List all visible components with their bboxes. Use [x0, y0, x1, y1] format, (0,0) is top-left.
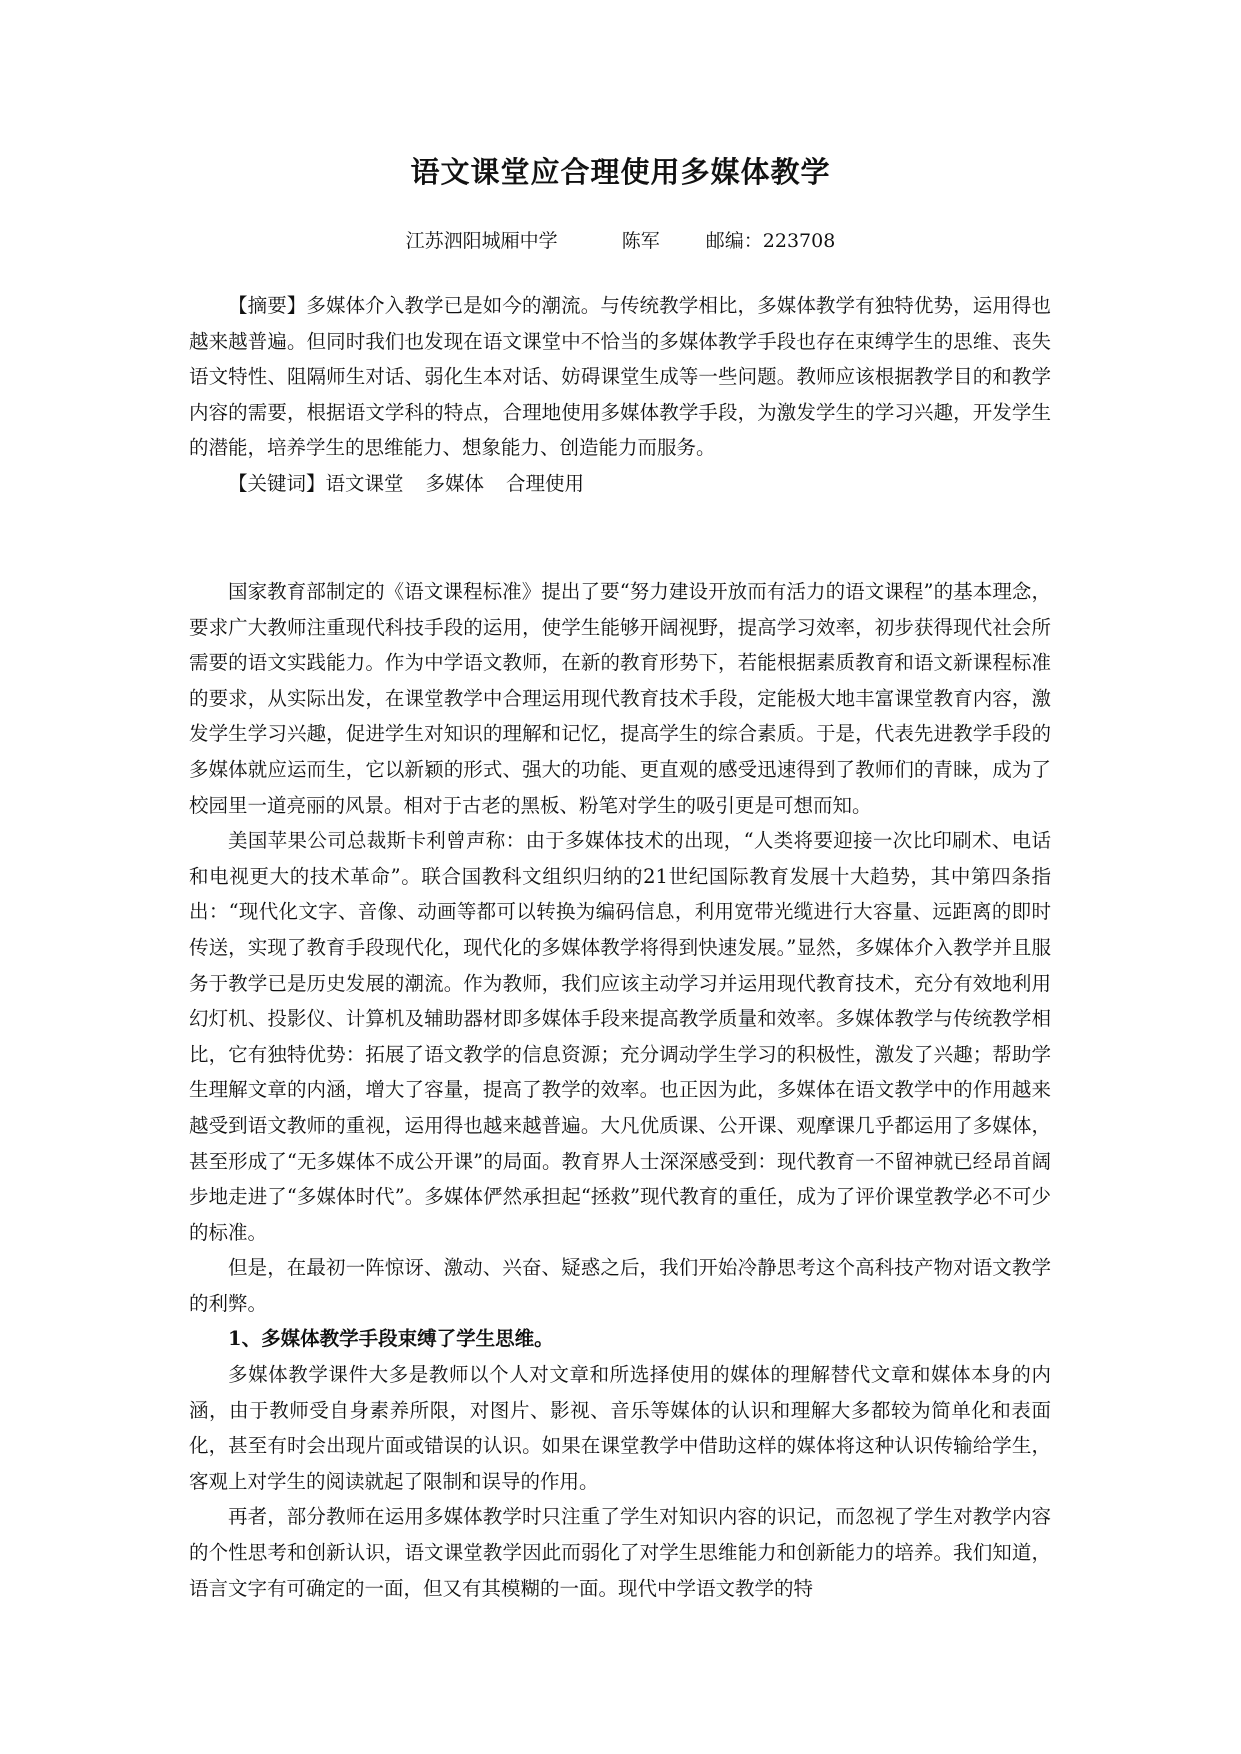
page-title: 语文课堂应合理使用多媒体教学	[410, 155, 831, 189]
keywords-line	[189, 466, 1051, 502]
keyword-item: 语文课堂	[325, 471, 404, 495]
body-section	[189, 574, 1051, 1606]
keywords-label: 【关键词】	[228, 471, 326, 495]
body-paragraph: 再者，部分教师在运用多媒体教学时只注重了学生对知识内容的识记，而忽视了学生对教学内容的个性思考和创新认识，语文课堂教学因此而弱化了对学生思维能力和创新能力的培养。我们知道，语言文字有可确定的一面，但又有其模糊的一面。现代中学语文教学的特	[189, 1505, 1051, 1600]
body-paragraph: 但是，在最初一阵惊讶、激动、兴奋、疑惑之后，我们开始冷静思考这个高科技产物对语文教学的利弊。	[189, 1256, 1051, 1315]
body-paragraph: 多媒体教学课件大多是教师以个人对文章和所选择使用的媒体的理解替代文章和媒体本身的内涵，由于教师受自身素养所限，对图片、影视、音乐等媒体的认识和理解大多都较为简单化和表面化，甚至有时会出现片面或错误的认识。如果在课堂教学中借助这样的媒体将这种认识传输给学生，客观上对学生的阅读就起了限制和误导的作用。	[189, 1363, 1051, 1493]
keyword-item: 合理使用	[506, 471, 585, 495]
author-school: 江苏泗阳城厢中学	[405, 230, 558, 252]
keyword-item: 多媒体	[425, 471, 485, 495]
abstract-section	[189, 288, 1051, 502]
abstract-paragraph: 【摘要】多媒体介入教学已是如今的潮流。与传统教学相比，多媒体教学有独特优势，运用得也越来越普遍。但同时我们也发现在语文课堂中不恰当的多媒体教学手段也存在束缚学生的思维、丧失语文特性、阻隔师生对话、弱化生本对话、妨碍课堂生成等一些问题。教师应该根据教学目的和教学内容的需要，根据语文学科的特点，合理地使用多媒体教学手段，为激发学生的学习兴趣，开发学生的潜能，培养学生的思维能力、想象能力、创造能力而服务。	[189, 294, 1051, 460]
body-paragraph: 美国苹果公司总裁斯卡利曾声称：由于多媒体技术的出现，“人类将要迎接一次比印刷术、电话和电视更大的技术革命”。联合国教科文组织归纳的21世纪国际教育发展十大趋势，其中第四条指出：“现代化文字、音像、动画等都可以转换为编码信息，利用宽带光缆进行大容量、远距离的即时传送，实现了教育手段现代化，现代化的多媒体教学将得到快速发展。”显然，多媒体介入教学并且服务于教学已是历史发展的潮流。作为教师，我们应该主动学习并运用现代教育技术，充分有效地利用幻灯机、投影仪、计算机及辅助器材即多媒体手段来提高教学质量和效率。多媒体教学与传统教学相比，它有独特优势：拓展了语文教学的信息资源；充分调动学生学习的积极性，激发了兴趣；帮助学生理解文章的内涵，增大了容量，提高了教学的效率。也正因为此，多媒体在语文教学中的作用越来越受到语文教师的重视，运用得也越来越普遍。大凡优质课、公开课、观摩课几乎都运用了多媒体，甚至形成了“无多媒体不成公开课”的局面。教育界人士深深感受到：现代教育一不留神就已经昂首阔步地走进了“多媒体时代”。多媒体俨然承担起“拯救”现代教育的重任，成为了评价课堂教学必不可少的标准。	[189, 829, 1051, 1244]
author-name: 陈军	[621, 230, 660, 252]
postcode: 邮编：223708	[705, 230, 836, 252]
body-paragraph: 国家教育部制定的《语文课程标准》提出了要“努力建设开放而有活力的语文课程”的基本理念，要求广大教师注重现代科技手段的运用，使学生能够开阔视野，提高学习效率，初步获得现代社会所需要的语文实践能力。作为中学语文教师，在新的教育形势下，若能根据素质教育和语文新课程标准的要求，从实际出发，在课堂教学中合理运用现代教育技术手段，定能极大地丰富课堂教育内容，激发学生学习兴趣，促进学生对知识的理解和记忆，提高学生的综合素质。于是，代表先进教学手段的多媒体就应运而生，它以新颖的形式、强大的功能、更直观的感受迅速得到了教师们的青睐，成为了校园里一道亮丽的风景。相对于古老的黑板、粉笔对学生的吸引更是可想而知。	[189, 580, 1051, 817]
byline	[0, 226, 1241, 253]
section-heading: 1、多媒体教学手段束缚了学生思维。	[228, 1327, 554, 1351]
